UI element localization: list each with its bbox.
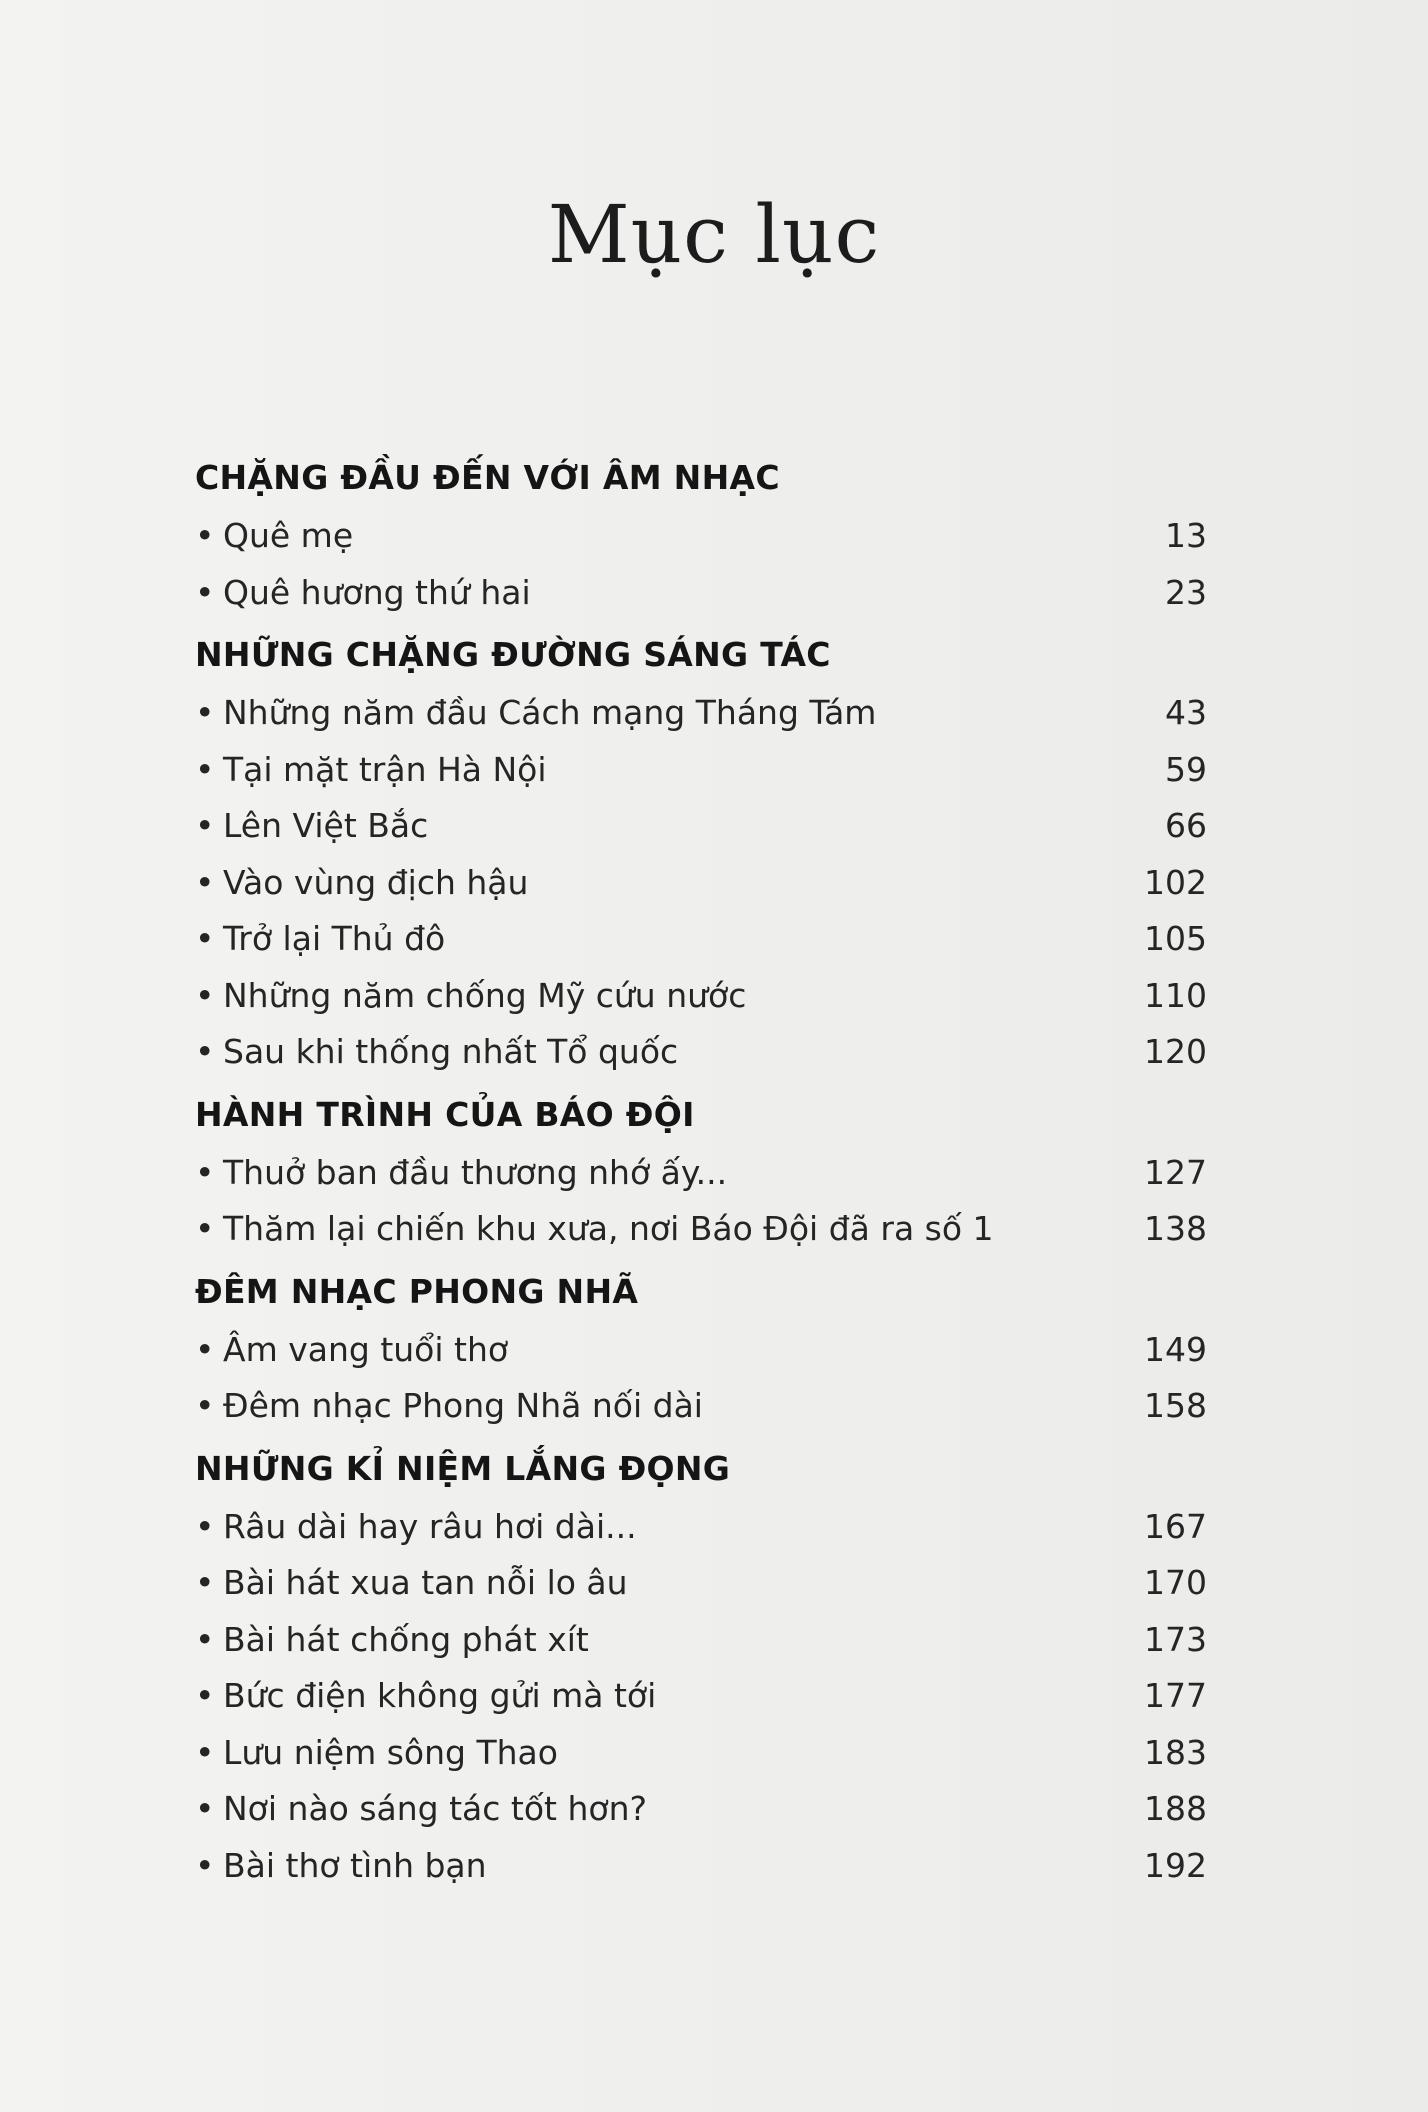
toc-entry[interactable] (195, 1838, 1207, 1895)
toc-entry[interactable] (195, 685, 1207, 742)
entry-title: • Tại mặt trận Hà Nội (195, 742, 547, 799)
entry-page-number: 149 (1144, 1329, 1207, 1369)
entry-page-number: 173 (1144, 1619, 1207, 1659)
entry-title: • Sau khi thống nhất Tổ quốc (195, 1024, 678, 1081)
toc-entry[interactable] (195, 1145, 1207, 1202)
entry-title: • Thuở ban đầu thương nhớ ấy... (195, 1145, 727, 1202)
toc-entry[interactable] (195, 565, 1207, 622)
entry-title: • Trở lại Thủ đô (195, 911, 445, 968)
toc-section (195, 1262, 1207, 1435)
entry-title: • Nơi nào sáng tác tốt hơn? (195, 1781, 647, 1838)
entry-title: • Đêm nhạc Phong Nhã nối dài (195, 1378, 703, 1435)
entry-title: • Bức điện không gửi mà tới (195, 1668, 656, 1725)
entry-page-number: 110 (1144, 975, 1207, 1015)
section-heading: HÀNH TRÌNH CỦA BÁO ĐỘI (195, 1094, 695, 1134)
section-entries (195, 1322, 1207, 1435)
section-entries (195, 685, 1207, 1081)
entry-page-number: 59 (1165, 749, 1207, 789)
entry-title: • Quê hương thứ hai (195, 565, 531, 622)
entry-page-number: 138 (1144, 1209, 1207, 1248)
entry-page-number: 170 (1144, 1563, 1207, 1602)
entry-title: • Lưu niệm sông Thao (195, 1725, 558, 1782)
toc-section (195, 448, 1207, 621)
toc-entry[interactable] (195, 1201, 1207, 1258)
toc-entry[interactable] (195, 798, 1207, 855)
entry-title: • Những năm đầu Cách mạng Tháng Tám (195, 685, 876, 742)
toc-entry[interactable] (195, 1378, 1207, 1435)
entry-page-number: 183 (1144, 1732, 1207, 1772)
entry-page-number: 105 (1144, 919, 1207, 958)
entry-title: • Bài hát chống phát xít (195, 1612, 589, 1669)
entry-page-number: 177 (1144, 1676, 1207, 1715)
entry-page-number: 13 (1165, 516, 1207, 555)
table-of-contents (195, 448, 1207, 1898)
entry-title: • Vào vùng địch hậu (195, 855, 528, 912)
entry-title: • Bài thơ tình bạn (195, 1838, 487, 1895)
entry-page-number: 120 (1144, 1032, 1207, 1071)
toc-entry[interactable] (195, 1555, 1207, 1612)
entry-page-number: 188 (1144, 1789, 1207, 1828)
section-entries (195, 508, 1207, 621)
entry-title: • Lên Việt Bắc (195, 798, 428, 855)
toc-entry[interactable] (195, 1024, 1207, 1081)
entry-page-number: 167 (1144, 1506, 1207, 1546)
toc-entry[interactable] (195, 1668, 1207, 1725)
toc-section (195, 1439, 1207, 1895)
toc-section (195, 625, 1207, 1081)
entry-title: • Thăm lại chiến khu xưa, nơi Báo Đội đã ra số 1 (195, 1201, 994, 1258)
toc-entry[interactable] (195, 742, 1207, 799)
section-entries (195, 1499, 1207, 1895)
entry-page-number: 102 (1144, 862, 1207, 902)
section-heading: ĐÊM NHẠC PHONG NHÃ (195, 1271, 639, 1311)
toc-entry[interactable] (195, 508, 1207, 565)
toc-entry[interactable] (195, 1612, 1207, 1669)
toc-entry[interactable] (195, 1322, 1207, 1379)
toc-entry[interactable] (195, 855, 1207, 912)
entry-title: • Âm vang tuổi thơ (195, 1322, 508, 1379)
entry-page-number: 158 (1144, 1386, 1207, 1425)
toc-entry[interactable] (195, 1499, 1207, 1556)
section-entries (195, 1145, 1207, 1258)
toc-section (195, 1085, 1207, 1258)
page-title: Mục lục (547, 188, 881, 281)
toc-entry[interactable] (195, 968, 1207, 1025)
entry-page-number: 127 (1144, 1152, 1207, 1192)
entry-title: • Râu dài hay râu hơi dài... (195, 1499, 637, 1556)
entry-page-number: 66 (1165, 806, 1207, 845)
section-heading: CHẶNG ĐẦU ĐẾN VỚI ÂM NHẠC (195, 458, 780, 497)
entry-page-number: 192 (1144, 1845, 1207, 1885)
section-heading: NHỮNG CHẶNG ĐƯỜNG SÁNG TÁC (195, 635, 831, 674)
toc-entry[interactable] (195, 1725, 1207, 1782)
entry-page-number: 43 (1165, 693, 1207, 732)
toc-entry[interactable] (195, 1781, 1207, 1838)
entry-page-number: 23 (1165, 572, 1207, 612)
entry-title: • Quê mẹ (195, 508, 353, 565)
section-heading: NHỮNG KỈ NIỆM LẮNG ĐỌNG (195, 1448, 731, 1488)
entry-title: • Bài hát xua tan nỗi lo âu (195, 1555, 628, 1612)
entry-title: • Những năm chống Mỹ cứu nước (195, 968, 746, 1025)
toc-entry[interactable] (195, 911, 1207, 968)
